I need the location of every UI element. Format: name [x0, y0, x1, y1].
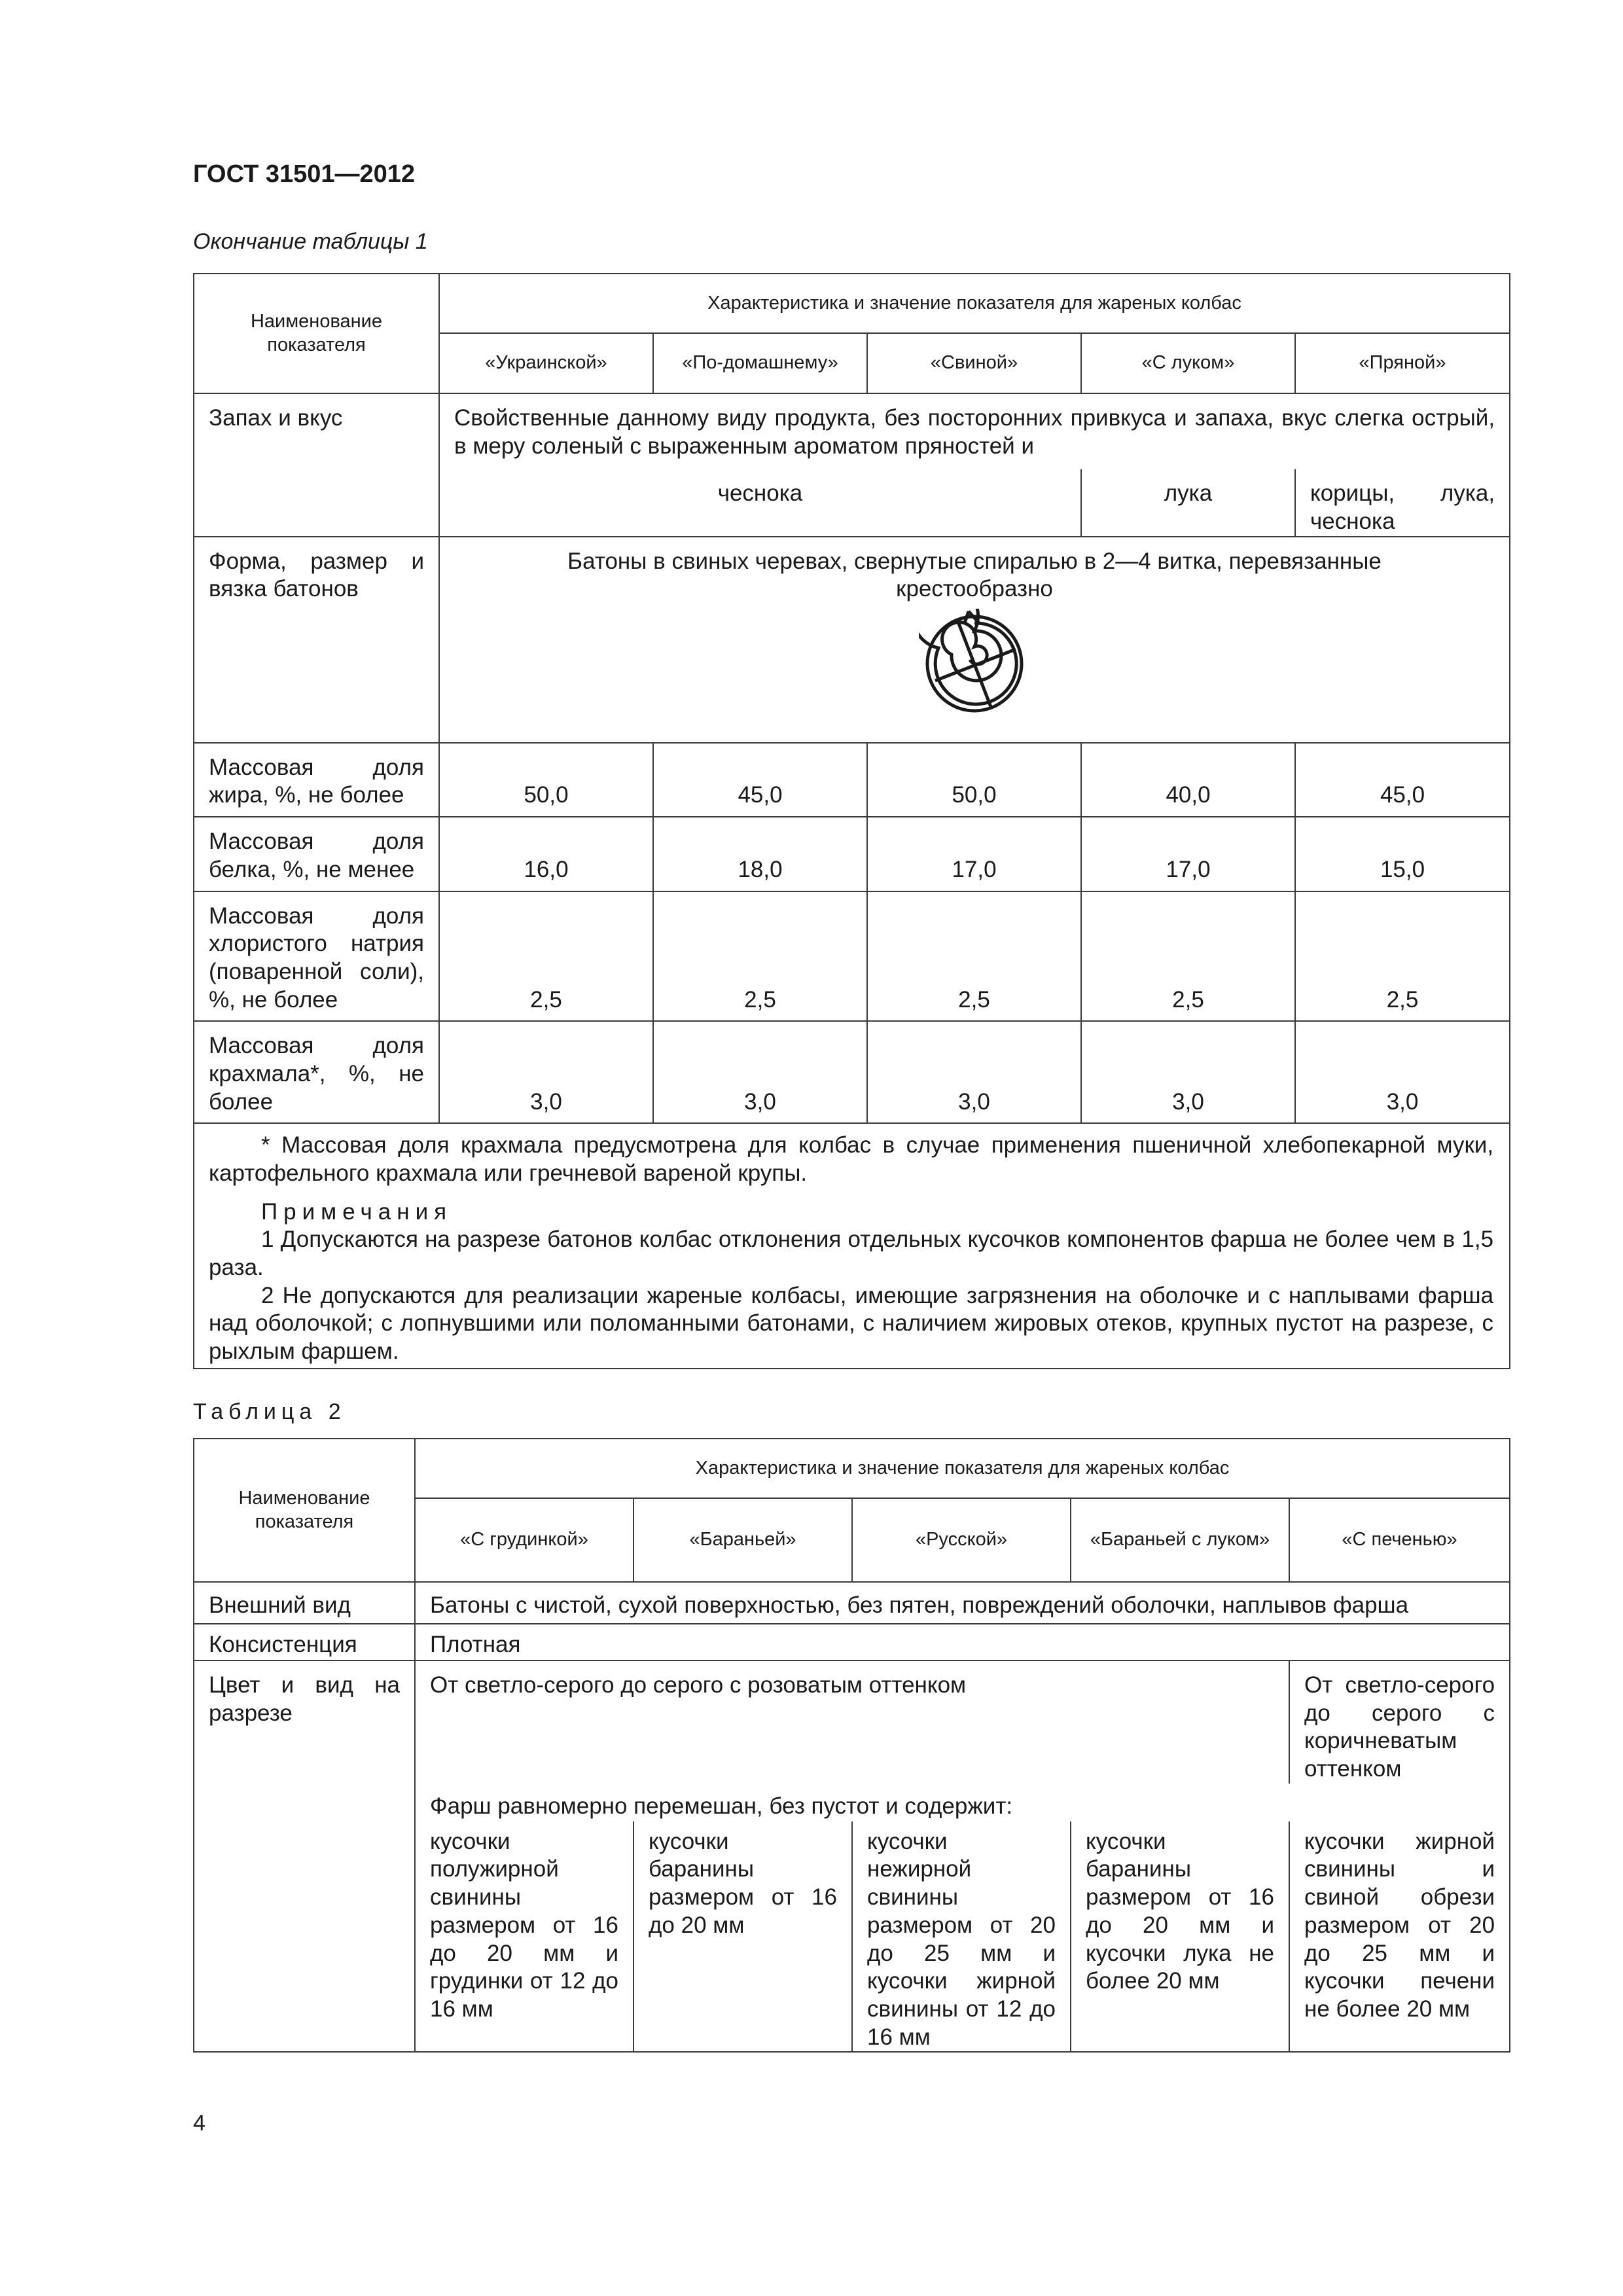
cell-value: 17,0	[1081, 817, 1295, 891]
row-name-smell: Запах и вкус	[194, 393, 439, 537]
cell-value: 2,5	[1295, 891, 1510, 1022]
note-2: 2 Не допускаются для реализации жареные колбасы, имеющие загрязнения на оболочке и с наплывами фарша над оболочкой; с лопнувшими или поломанными батонами, с наличием жировых отеков, крупных пустот на разрезе, с рыхлым фаршем.	[209, 1282, 1494, 1365]
color-text-main: От светло-серого до серого с розоватым оттенком	[415, 1660, 1289, 1784]
table1-notes	[194, 1123, 1510, 1369]
table1-caption: Окончание таблицы 1	[193, 229, 428, 254]
pieces-cell: кусочки баранины размером от 16 до 20 мм и кусочки лука не более 20 мм	[1071, 1821, 1289, 2053]
consistency-text: Плотная	[415, 1624, 1510, 1660]
document-code: ГОСТ 31501—2012	[193, 160, 416, 188]
spiral-sausage-figure	[919, 609, 1030, 713]
appearance-text: Батоны с чистой, сухой поверхностью, без пятен, повреждений оболочки, наплывов фарша	[415, 1582, 1510, 1624]
cell-value: 3,0	[867, 1021, 1081, 1123]
footnote: * Массовая доля крахмала предусмотрена для колбас в случае применения пшеничной хлебопекарной муки, картофельного крахмала или гречневой вареной крупы.	[209, 1132, 1494, 1186]
cell-value: 45,0	[1295, 743, 1510, 817]
cell-value: 17,0	[867, 817, 1081, 891]
table1-col-header: «Украинской»	[439, 333, 653, 393]
smell-text: Свойственные данному виду продукта, без посторонних привкуса и запаха, вкус слегка острый, в меру соленый с выраженным ароматом пряностей и	[439, 393, 1510, 469]
cell-value: 3,0	[653, 1021, 867, 1123]
table1-header-group: Характеристика и значение показателя для жареных колбас	[439, 274, 1510, 333]
cell-value: 50,0	[867, 743, 1081, 817]
cell-value: 2,5	[867, 891, 1081, 1022]
cell-value: 40,0	[1081, 743, 1295, 817]
pieces-cell: кусочки жирной свинины и свиной обрези размером от 20 до 25 мм и кусочки печени не более 20 мм	[1289, 1821, 1510, 2053]
table1-col-header: «С луком»	[1081, 333, 1295, 393]
row-name: Массовая доля крахмала*, %, не более	[194, 1021, 439, 1123]
shape-text: Батоны в свиных черевах, свернутые спиралью в 2—4 витка, перевязанные крестообразно	[567, 548, 1382, 602]
table2-col-header: «Бараньей»	[633, 1498, 852, 1582]
cell-value: 2,5	[653, 891, 867, 1022]
cell-value: 50,0	[439, 743, 653, 817]
table2-header-group: Характеристика и значение показателя для жареных колбас	[415, 1439, 1510, 1498]
cell-value: 3,0	[1295, 1021, 1510, 1123]
table2-col-header: «С печенью»	[1289, 1498, 1510, 1582]
row-name-consistency: Консистенция	[194, 1624, 415, 1660]
cell-value: 18,0	[653, 817, 867, 891]
table2-caption: Таблица 2	[193, 1399, 346, 1424]
table2-header-name: Наименование показателя	[194, 1439, 415, 1582]
cell-value: 3,0	[1081, 1021, 1295, 1123]
note-1: 1 Допускаются на разрезе батонов колбас отклонения отдельных кусочков компонентов фарша не более чем в 1,5 раза.	[209, 1227, 1494, 1281]
smell-sub-mixed: корицы, лука, чеснока	[1295, 469, 1510, 536]
row-name-color: Цвет и вид на разрезе	[194, 1660, 415, 2052]
cell-value: 15,0	[1295, 817, 1510, 891]
cell-value: 2,5	[439, 891, 653, 1022]
table1-col-header: «По-домашнему»	[653, 333, 867, 393]
pieces-cell: кусочки баранины размером от 16 до 20 мм	[633, 1821, 852, 2053]
page-number: 4	[193, 2111, 205, 2136]
smell-sub-onion: лука	[1081, 469, 1295, 536]
cell-value: 3,0	[439, 1021, 653, 1123]
cell-value: 45,0	[653, 743, 867, 817]
color-text-last: От светло-серого до серого с коричневатым оттенком	[1289, 1660, 1510, 1784]
cell-value: 2,5	[1081, 891, 1295, 1022]
table1-col-header: «Пряной»	[1295, 333, 1510, 393]
row-name-appearance: Внешний вид	[194, 1582, 415, 1624]
row-name: Массовая доля хлористого натрия (поваренной соли), %, не более	[194, 891, 439, 1022]
table2-col-header: «Русской»	[852, 1498, 1071, 1582]
table2-col-header: «С грудинкой»	[415, 1498, 633, 1582]
shape-cell	[439, 537, 1510, 743]
notes-title: Примечания	[261, 1198, 453, 1225]
smell-sub-garlic: чеснока	[439, 469, 1081, 536]
pieces-cell: кусочки нежирной свинины размером от 20 до 25 мм и кусочки жирной свинины от 12 до 16 мм	[852, 1821, 1071, 2053]
cell-value: 16,0	[439, 817, 653, 891]
pieces-cell: кусочки полужирной свинины размером от 16 до 20 мм и грудинки от 12 до 16 мм	[415, 1821, 633, 2053]
table1	[193, 273, 1510, 1369]
table2	[193, 1438, 1510, 2053]
table1-header-name: Наименование показателя	[194, 274, 439, 393]
row-name: Массовая доля жира, %, не более	[194, 743, 439, 817]
row-name: Массовая доля белка, %, не менее	[194, 817, 439, 891]
row-name-shape: Форма, размер и вязка батонов	[194, 537, 439, 743]
table1-col-header: «Свиной»	[867, 333, 1081, 393]
mince-text: Фарш равномерно перемешан, без пустот и содержит:	[415, 1784, 1510, 1821]
table2-col-header: «Бараньей с луком»	[1071, 1498, 1289, 1582]
